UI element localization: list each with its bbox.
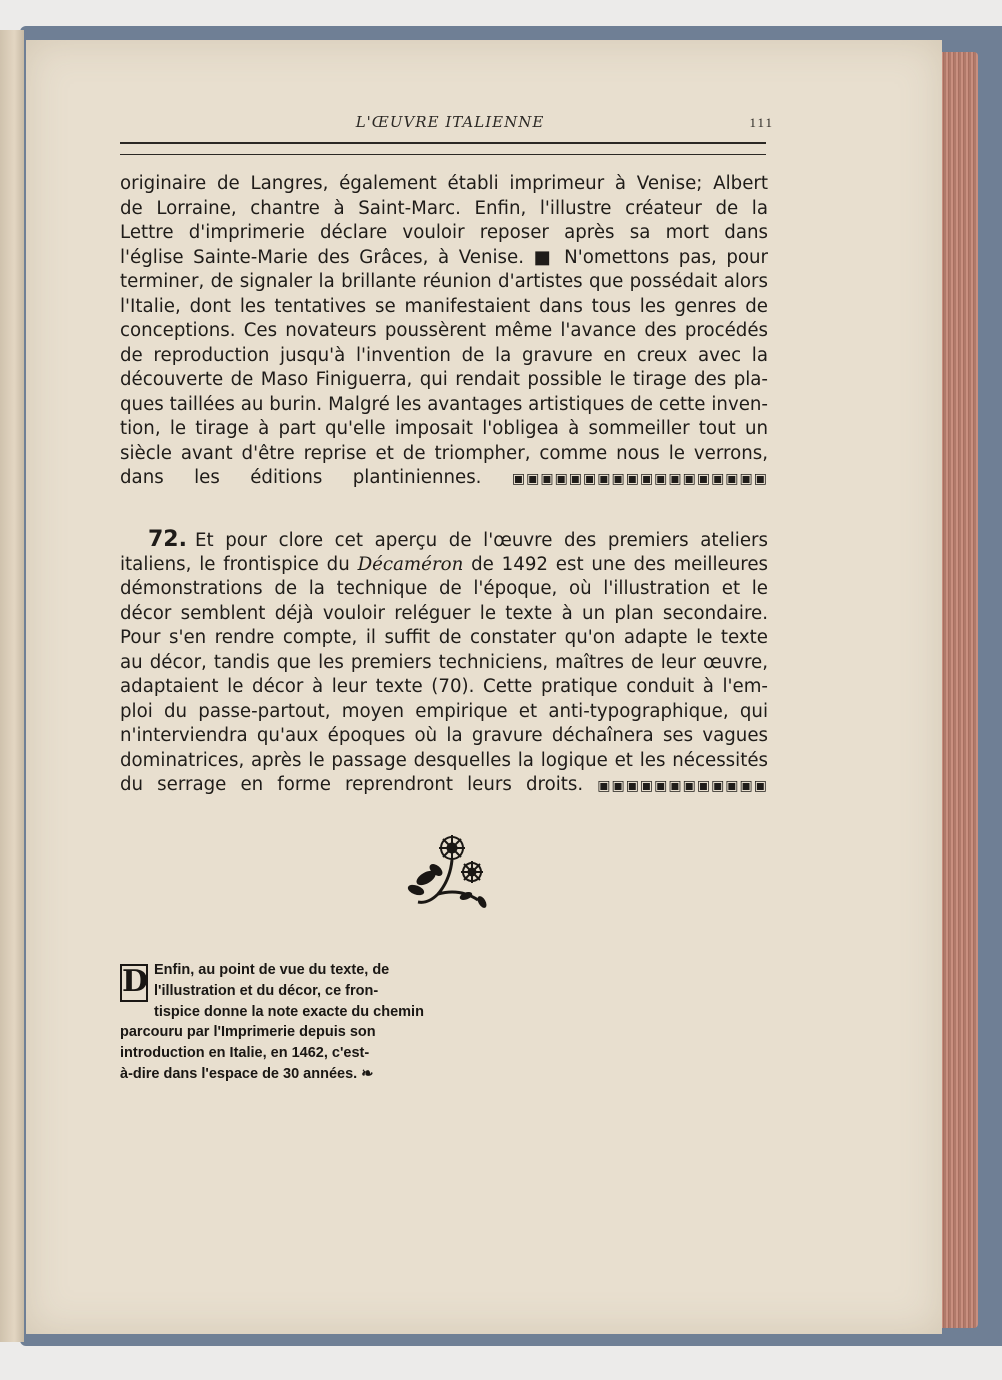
- text-line: terminer, de signaler la brillante réunion d'artistes que possédait alors: [120, 271, 768, 292]
- left-page-edge: [0, 30, 24, 1342]
- text-line-words: de 1492 est une des meilleures: [463, 553, 768, 575]
- caption-line: Enfin, au point de vue du texte, de: [154, 962, 390, 978]
- text-line: n'interviendra qu'aux époques où la gravure déchaînera ses vagues: [120, 725, 768, 746]
- running-head-title: L'ŒUVRE ITALIENNE: [355, 113, 545, 131]
- caption-line: l'illustration et du décor, ce fron-: [154, 982, 379, 999]
- text-line: ploi du passe-partout, moyen empirique et anti-typographique, qui: [120, 700, 768, 722]
- text-line-last: [120, 466, 768, 491]
- text-line: de Lorraine, chantre à Saint-Marc. Enfin, l'illustre créateur de la: [120, 197, 768, 219]
- text-line: Pour s'en rendre compte, il suffit de constater qu'on adapte le texte: [120, 627, 768, 648]
- text-line: [120, 553, 768, 578]
- text-line: de reproduction jusqu'à l'invention de la gravure en creux avec la: [120, 344, 768, 366]
- text-line: décor semblent déjà vouloir reléguer le texte à un plan secondaire.: [120, 602, 768, 624]
- running-head: [120, 113, 780, 137]
- text-line: découverte de Maso Finiguerra, qui rendait possible le tirage des pla-: [120, 369, 768, 390]
- text-line: au décor, tandis que les premiers techniciens, maîtres de leur œuvre,: [120, 651, 768, 673]
- drop-cap: D: [120, 964, 148, 1002]
- text-line: adaptaient le décor à leur texte (70). Cette pratique conduit à l'em-: [120, 676, 768, 697]
- square-ornament-icon: ▣▣▣▣▣▣▣▣▣▣▣▣: [597, 778, 768, 794]
- text-line-words: dans les éditions plantiniennes.: [120, 467, 482, 488]
- book-title-italic: Décaméron: [357, 553, 464, 575]
- text-line: l'église Sainte-Marie des Grâces, à Venise. ■ N'omettons pas, pour: [120, 246, 768, 268]
- text-line: siècle avant d'être reprise et de triompher, comme nous le verrons,: [120, 442, 768, 464]
- text-line: tion, le tirage à part qu'elle imposait l'obligea à sommeiller tout un: [120, 418, 768, 439]
- caption-note: [120, 960, 424, 1085]
- text-line-words: Et pour clore cet aperçu de l'œuvre des premiers ateliers: [194, 530, 768, 551]
- text-line-first: [120, 528, 768, 553]
- text-line: l'Italie, dont les tentatives se manifestaient dans tous les genres de: [120, 295, 768, 317]
- header-rule: [120, 142, 766, 155]
- paragraph-2: [120, 528, 768, 798]
- caption-line: introduction en Italie, en 1462, c'est-: [120, 1045, 370, 1062]
- text-line-last: [120, 773, 768, 798]
- caption-line: parcouru par l'Imprimerie depuis son: [120, 1024, 376, 1041]
- flower-vignette-icon: [390, 830, 500, 910]
- text-line-words: du serrage en forme reprendront leurs droits.: [120, 774, 584, 795]
- text-line: dominatrices, après le passage desquelles la logique et les nécessités: [120, 749, 768, 771]
- text-line: ques taillées au burin. Malgré les avantages artistiques de cette inven-: [120, 393, 768, 415]
- text-line: Lettre d'imprimerie déclare vouloir reposer après sa mort dans: [120, 222, 768, 243]
- page-number: 111: [749, 115, 774, 130]
- text-line: démonstrations de la technique de l'époque, où l'illustration et le: [120, 578, 768, 599]
- square-ornament-icon: ▣▣▣▣▣▣▣▣▣▣▣▣▣▣▣▣▣▣: [511, 471, 768, 487]
- paragraph-1: [120, 172, 768, 491]
- caption-line: à-dire dans l'espace de 30 années. ❧: [120, 1065, 374, 1082]
- text-line: originaire de Langres, également établi imprimeur à Venise; Albert: [120, 173, 768, 194]
- caption-line: tispice donne la note exacte du chemin: [154, 1003, 424, 1020]
- text-line: conceptions. Ces novateurs poussèrent même l'avance des procédés: [120, 320, 768, 341]
- text-line-words: italiens, le frontispice du: [120, 553, 358, 575]
- paragraph-number: 72.: [148, 528, 187, 552]
